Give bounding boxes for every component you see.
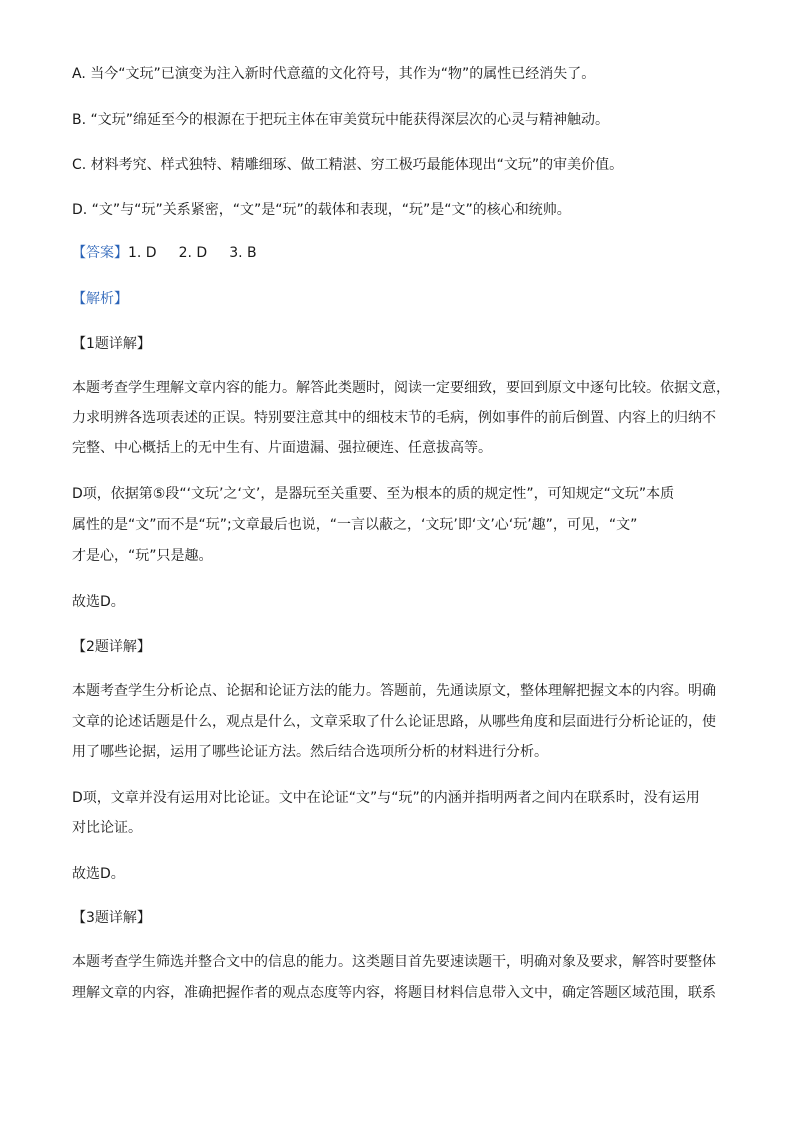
q2-p1-line: 文章的论述话题是什么，观点是什么，文章采取了什么论证思路，从哪些角度和层面进行分析论证的，使 (72, 714, 716, 730)
answer-item-1: 1. D (128, 245, 157, 261)
q1-p2-line: 属性的是“文”而不是“玩”;文章最后也说，“一言以蔽之，‘文玩’即‘文’心‘玩’趣”，可见，“文” (72, 517, 638, 533)
q1-p2-line: 才是心，“玩”只是趣。 (72, 548, 213, 564)
q1-heading: 【1题详解】 (72, 336, 151, 352)
analysis-tag: 【解析】 (72, 291, 128, 307)
q1-p1-line: 力求明辨各选项表述的正误。特别要注意其中的细枝末节的毛病，例如事件的前后倒置、内容上的归纳不 (72, 410, 716, 426)
q1-p2-line: D项，依据第⑤段“‘文玩’之‘文’，是器玩至关重要、至为根本的质的规定性”，可知规定“文玩”本质 (72, 486, 675, 502)
option-d: D. “文”与“玩”关系紧密，“文”是“玩”的载体和表现，“玩”是“文”的核心和统帅。 (72, 202, 571, 218)
answer-item-2: 2. D (178, 245, 208, 261)
answer-tag: 【答案】 (72, 245, 128, 261)
q1-conclusion: 故选D。 (72, 594, 125, 610)
q3-p1-line: 本题考查学生筛选并整合文中的信息的能力。这类题目首先要速读题干，明确对象及要求，解答时要整体 (72, 954, 716, 970)
option-a: A. 当今“文玩”已演变为注入新时代意蕴的文化符号，其作为“物”的属性已经消失了。 (72, 66, 596, 82)
q2-p2-line: 对比论证。 (72, 820, 142, 836)
q3-p1-line: 理解文章的内容，准确把握作者的观点态度等内容，将题目材料信息带入文中，确定答题区域范围，联系 (72, 985, 716, 1001)
q3-heading: 【3题详解】 (72, 910, 151, 926)
answer-line (72, 243, 257, 263)
q2-p1-line: 本题考查学生分析论点、论据和论证方法的能力。答题前，先通读原文，整体理解把握文本的内容。明确 (72, 683, 716, 699)
q2-p2-line: D项，文章并没有运用对比论证。文中在论证“文”与“玩”的内涵并指明两者之间内在联系时，没有运用 (72, 790, 700, 806)
q1-p1-line: 本题考查学生理解文章内容的能力。解答此类题时，阅读一定要细致，要回到原文中逐句比较。依据文意， (72, 380, 730, 396)
q2-conclusion: 故选D。 (72, 866, 125, 882)
answer-item-3: 3. B (229, 245, 257, 261)
q2-heading: 【2题详解】 (72, 639, 151, 655)
q2-p1-line: 用了哪些论据，运用了哪些论证方法。然后结合选项所分析的材料进行分析。 (72, 744, 548, 760)
option-c: C. 材料考究、样式独特、精雕细琢、做工精湛、穷工极巧最能体现出“文玩”的审美价值。 (72, 157, 624, 173)
option-b: B. “文玩”绵延至今的根源在于把玩主体在审美赏玩中能获得深层次的心灵与精神触动。 (72, 112, 610, 128)
q1-p1-line: 完整、中心概括上的无中生有、片面遗漏、强拉硬连、任意拔高等。 (72, 440, 492, 456)
